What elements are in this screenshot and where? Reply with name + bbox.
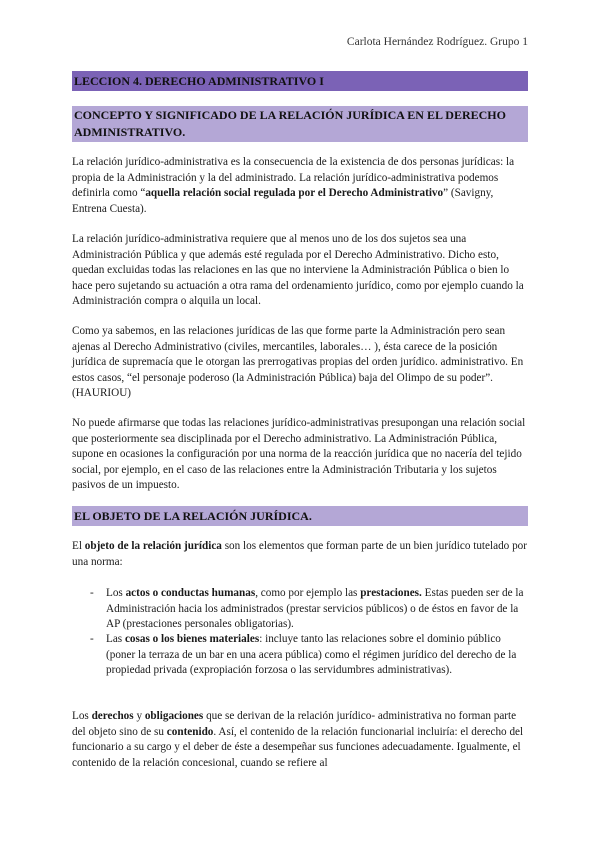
text-run: La relación jurídico-administrativa es la consecuencia de la existencia de dos personas jurídicas: la propia de la Administración y la del administrado. La relación jurídico-administrativa podemos definirla como “ [72,156,515,199]
text-run: Estas pueden ser de la Administración hacia los administrados (prestar servicios públicos) o de éstos en favor de la AP (prestaciones personales obligatorias). [106,587,524,630]
text-run: , como por ejemplo las [255,587,361,599]
bold-term: derechos [91,710,134,722]
section-heading-concept: CONCEPTO Y SIGNIFICADO DE LA RELACIÓN JURÍDICA EN EL DERECHO ADMINISTRATIVO. [72,106,528,142]
paragraph-content [72,709,528,771]
list-item [90,632,528,679]
list-dash: - [90,587,94,599]
text-run: Los [106,587,126,599]
text-run: y [133,710,145,722]
paragraph-definition [72,155,528,217]
text-run: Las [106,633,125,645]
bold-term: obligaciones [144,710,204,722]
page-header: Carlota Hernández Rodríguez. Grupo 1 [346,36,528,48]
text-run: Los [72,710,92,722]
text-run: : incluye tanto las relaciones sobre el dominio público (poner la terraza de un bar en una acera pública) como el régimen jurídico del derecho de la propiedad privada (expropiación forzosa o las servidumbres administrativas). [106,633,517,676]
bold-term: prestaciones. [360,587,422,599]
lesson-title: LECCION 4. DERECHO ADMINISTRATIVO I [72,71,528,91]
bold-definition: aquella relación social regulada por el Derecho Administrativo [145,187,444,199]
bold-term: objeto de la relación jurídica [84,540,222,552]
paragraph-supremacy: Como ya sabemos, en las relaciones jurídicas de las que forme parte la Administración pero sean ajenas al Derecho Administrativo (civiles, mercantiles, laborales… ), ésta carece de la posición jurídica de supremacía que le otorgan las prerrogativas propias del orden jurídico. administrativo. En estos casos, “el personaje poderoso (la Administración Pública) baja del Olimpo de su poder”. (HAURIOU) [72,325,524,399]
bold-term: cosas o los bienes materiales [124,633,260,645]
bold-term: actos o conductas humanas [125,587,256,599]
text-run: que se derivan de la relación jurídico- administrativa no forman parte del objeto sino de su [72,710,517,738]
list-dash: - [90,633,94,645]
bold-term: contenido [166,725,214,738]
paragraph-object-intro [72,539,528,570]
paragraph-requirements: La relación jurídico-administrativa requiere que al menos uno de los dos sujetos sea una Administración Pública y que además esté regulada por el Derecho Administrativo. Dicho esto, quedan excluidas todas las relaciones en las que no interviene la Administración Pública o bien lo hace pero sujetando su actuación a otra rama del ordenamiento jurídico, como por ejemplo cuando la Administración compra o alquila un local. [72,233,524,307]
paragraph-social-relation: No puede afirmarse que todas las relaciones jurídico-administrativas presupongan una relación social que posteriormente sea disciplinada por el Derecho administrativo. La Administración Pública, supone en ocasiones la configuración por una norma de la reacción jurídica que no nacería del tejido social, por ejemplo, en el caso de las relaciones entre la Administración Tributaria y los sujetos pasivos de un impuesto. [72,417,526,491]
text-run: son los elementos que forman parte de un bien jurídico tutelado por una norma: [72,540,527,568]
text-run: ” (Savigny, Entrena Cuesta). [72,187,494,215]
list-item [90,586,528,633]
text-run: El [72,540,85,552]
section-heading-object: EL OBJETO DE LA RELACIÓN JURÍDICA. [72,506,528,526]
text-run: . Así, el contenido de la relación funcionarial incluiría: el derecho del funcionario a su cargo y el deber de éste a desempeñar sus funciones adecuadamente. Igualmente, el contenido de la relación concesional, cuando se refiere al [72,725,524,769]
